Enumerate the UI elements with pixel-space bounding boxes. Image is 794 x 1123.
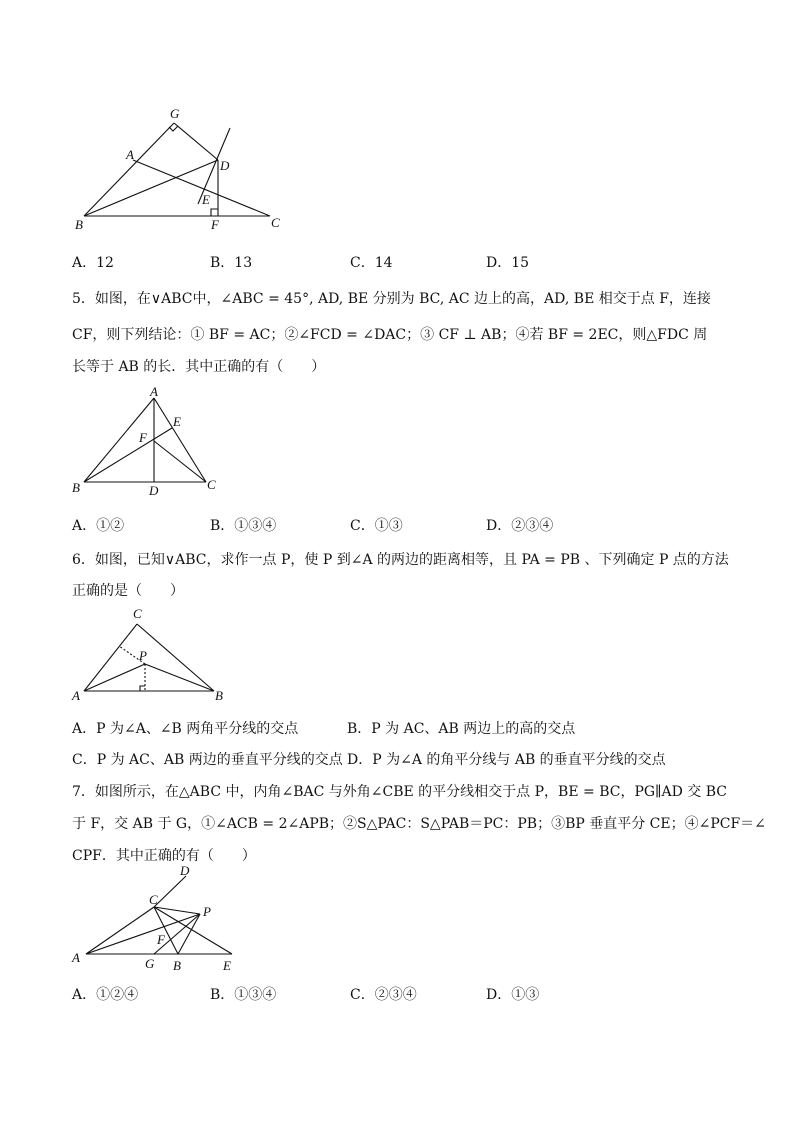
q5-label-c: C (207, 477, 216, 492)
q4-label-e: E (202, 192, 210, 207)
q6-label-b: B (215, 688, 223, 703)
q7-label-b: B (173, 958, 181, 973)
q7-option-b[interactable]: B．①③④ (210, 987, 277, 1003)
q7-option-a[interactable]: A．①②④ (72, 987, 139, 1003)
q6-label-c: C (133, 606, 142, 621)
q5-label-d: D (149, 483, 159, 498)
q5-option-b[interactable]: B．①③④ (210, 518, 277, 534)
q7-stem-line-3: CPF．其中正确的有（ ） (72, 848, 256, 864)
q7-label-g: G (145, 956, 155, 971)
q7-option-d[interactable]: D．①③ (486, 987, 540, 1003)
q5-label-a: A (150, 386, 158, 399)
q4-label-a: A (126, 147, 134, 162)
q7-label-a: A (72, 950, 80, 965)
q5-stem-line-1: 5．如图，在∨ABC中，∠ABC = 45°, AD, BE 分别为 BC, AC 边上的高，AD, BE 相交于点 F，连接 (72, 291, 711, 307)
q7-stem-line-2: 于 F，交 AB 于 G，①∠ACB = 2∠APB；②S△PAC：S△PAB＝PC：PB；③BP 垂直平分 CE；④∠PCF＝∠ (72, 816, 766, 832)
q5-stem-line-3: 长等于 AB 的长．其中正确的有（ ） (72, 359, 326, 375)
q5-label-b: B (72, 480, 80, 495)
q7-label-f: F (157, 932, 165, 947)
q5-figure (68, 386, 238, 498)
q4-label-b: B (75, 217, 83, 232)
q5-option-a[interactable]: A．①② (72, 518, 125, 534)
q4-label-g: G (170, 106, 180, 121)
q6-figure (68, 604, 238, 704)
q7-label-p: P (203, 904, 211, 919)
q4-label-d: D (220, 158, 230, 173)
q4-option-c[interactable]: C．14 (350, 255, 393, 271)
q5-option-c[interactable]: C．①③ (350, 518, 403, 534)
q6-option-d[interactable]: D．P 为∠A 的角平分线与 AB 的垂直平分线的交点 (347, 752, 666, 768)
q4-label-f: F (211, 217, 219, 232)
q4-option-d[interactable]: D．15 (486, 255, 530, 271)
q7-stem-line-1: 7．如图所示，在△ABC 中，内角∠BAC 与外角∠CBE 的平分线相交于点 P，BE = BC，PG∥AD 交 BC (72, 784, 728, 800)
q7-label-d: D (180, 866, 190, 878)
q6-stem-line-2: 正确的是（ ） (72, 583, 184, 599)
q4-option-b[interactable]: B．13 (210, 255, 253, 271)
q5-stem-line-2: CF，则下列结论：① BF = AC；②∠FCD = ∠DAC；③ CF ⊥ AB；④若 BF = 2EC，则△FDC 周 (72, 327, 708, 343)
q6-stem-line-1: 6．如图，已知∨ABC，求作一点 P，使 P 到∠A 的两边的距离相等，且 PA = PB 、下列确定 P 点的方法 (72, 552, 729, 568)
q6-label-p: P (139, 648, 147, 663)
q7-option-c[interactable]: C．②③④ (350, 987, 417, 1003)
q6-option-c[interactable]: C．P 为 AC、AB 两边的垂直平分线的交点 (72, 752, 343, 768)
q5-label-f: F (139, 430, 147, 445)
q4-figure (70, 104, 290, 234)
q7-figure (68, 866, 248, 978)
q7-label-e: E (223, 958, 231, 973)
q6-label-a: A (72, 688, 80, 703)
q5-option-d[interactable]: D．②③④ (486, 518, 554, 534)
q6-option-b[interactable]: B．P 为 AC、AB 两边上的高的交点 (347, 721, 576, 737)
q4-option-a[interactable]: A．12 (72, 255, 114, 271)
q5-label-e: E (173, 414, 181, 429)
q7-label-c: C (149, 892, 158, 907)
q6-option-a[interactable]: A．P 为∠A、∠B 两角平分线的交点 (72, 721, 299, 737)
q4-label-c: C (271, 215, 280, 230)
